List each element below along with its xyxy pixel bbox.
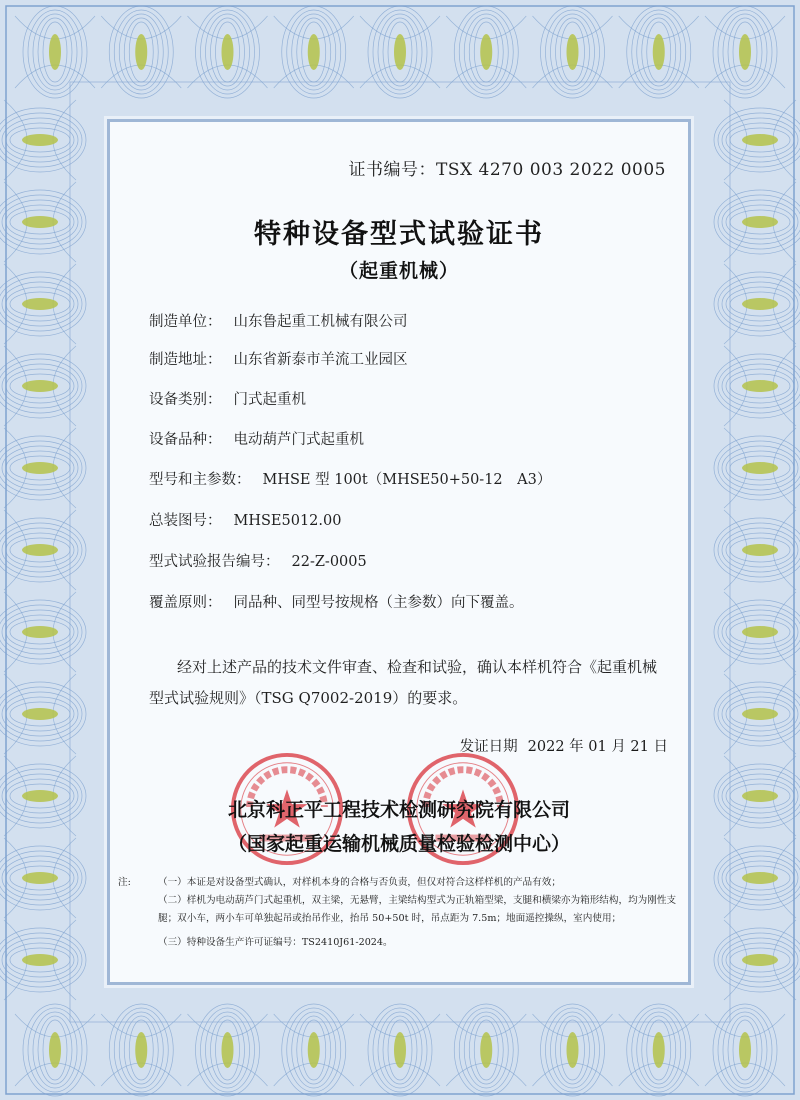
field-report-number [149, 550, 367, 571]
field-label: 制造单位： [149, 314, 222, 330]
field-coverage-principle [149, 591, 524, 612]
field-label: 设备品种： [149, 432, 222, 448]
certificate-panel [110, 122, 688, 982]
certificate-title: 特种设备型式试验证书 [254, 219, 544, 250]
field-address [149, 348, 408, 369]
field-value: 门式起重机 [233, 392, 306, 408]
issue-date-label: 发证日期 [459, 739, 518, 755]
issuer-subname: （国家起重运输机械质量检验检测中心） [227, 833, 570, 855]
note-item: （二）样机为电动葫芦门式起重机，双主梁，无悬臂，主梁结构型式为正轨箱型梁，支腿和横梁亦为箱形结构，均为刚性支腿；双小车，两小车可单独起吊或抬吊作业，抬吊 50+50t 时，吊点距为 7.5m；地面遥控操纵，室内使用； [158, 895, 677, 924]
field-value: 同品种、同型号按规格（主参数）向下覆盖。 [233, 595, 524, 611]
notes-heading: 注: [118, 877, 131, 888]
field-label: 型号和主参数： [149, 472, 251, 488]
field-assembly-drawing [149, 509, 341, 530]
field-label: 覆盖原则： [149, 595, 222, 611]
field-value: 22-Z-0005 [291, 554, 367, 570]
field-manufacturer [149, 310, 408, 331]
field-value: MHSE5012.00 [233, 513, 342, 529]
certificate-number-label: 证书编号： [348, 160, 437, 180]
field-label: 型式试验报告编号： [149, 554, 280, 570]
field-value: 山东省新泰市羊流工业园区 [233, 352, 408, 368]
field-label: 制造地址： [149, 352, 222, 368]
field-equipment-variety [149, 428, 364, 449]
field-equipment-category [149, 388, 306, 409]
field-value: 山东鲁起重工机械有限公司 [233, 314, 408, 330]
note-item: （一）本证是对设备型式确认，对样机本身的合格与否负责，但仅对符合这样样机的产品有效； [158, 877, 561, 888]
field-value: 电动葫芦门式起重机 [233, 432, 364, 448]
field-label: 设备类别： [149, 392, 222, 408]
compliance-statement: 经对上述产品的技术文件审查、检查和试验，确认本样机符合《起重机械型式试验规则》（TSG Q7002-2019）的要求。 [149, 658, 658, 707]
field-model-parameters [149, 468, 551, 489]
certificate-number-value: TSX 4270 003 2022 0005 [436, 160, 666, 180]
certificate-number [349, 155, 666, 180]
field-value: MHSE 型 100t（MHSE50+50-12 A3） [262, 472, 552, 488]
note-item: （三）特种设备生产许可证编号：TS2410J61-2024。 [158, 937, 393, 948]
field-label: 总装图号： [149, 513, 222, 529]
issue-date-value: 2022 年 01 月 21 日 [527, 739, 668, 755]
certificate-subtitle: （起重机械） [338, 260, 459, 282]
notes-section [118, 874, 684, 952]
issuer-name: 北京科正平工程技术检测研究院有限公司 [227, 799, 570, 821]
